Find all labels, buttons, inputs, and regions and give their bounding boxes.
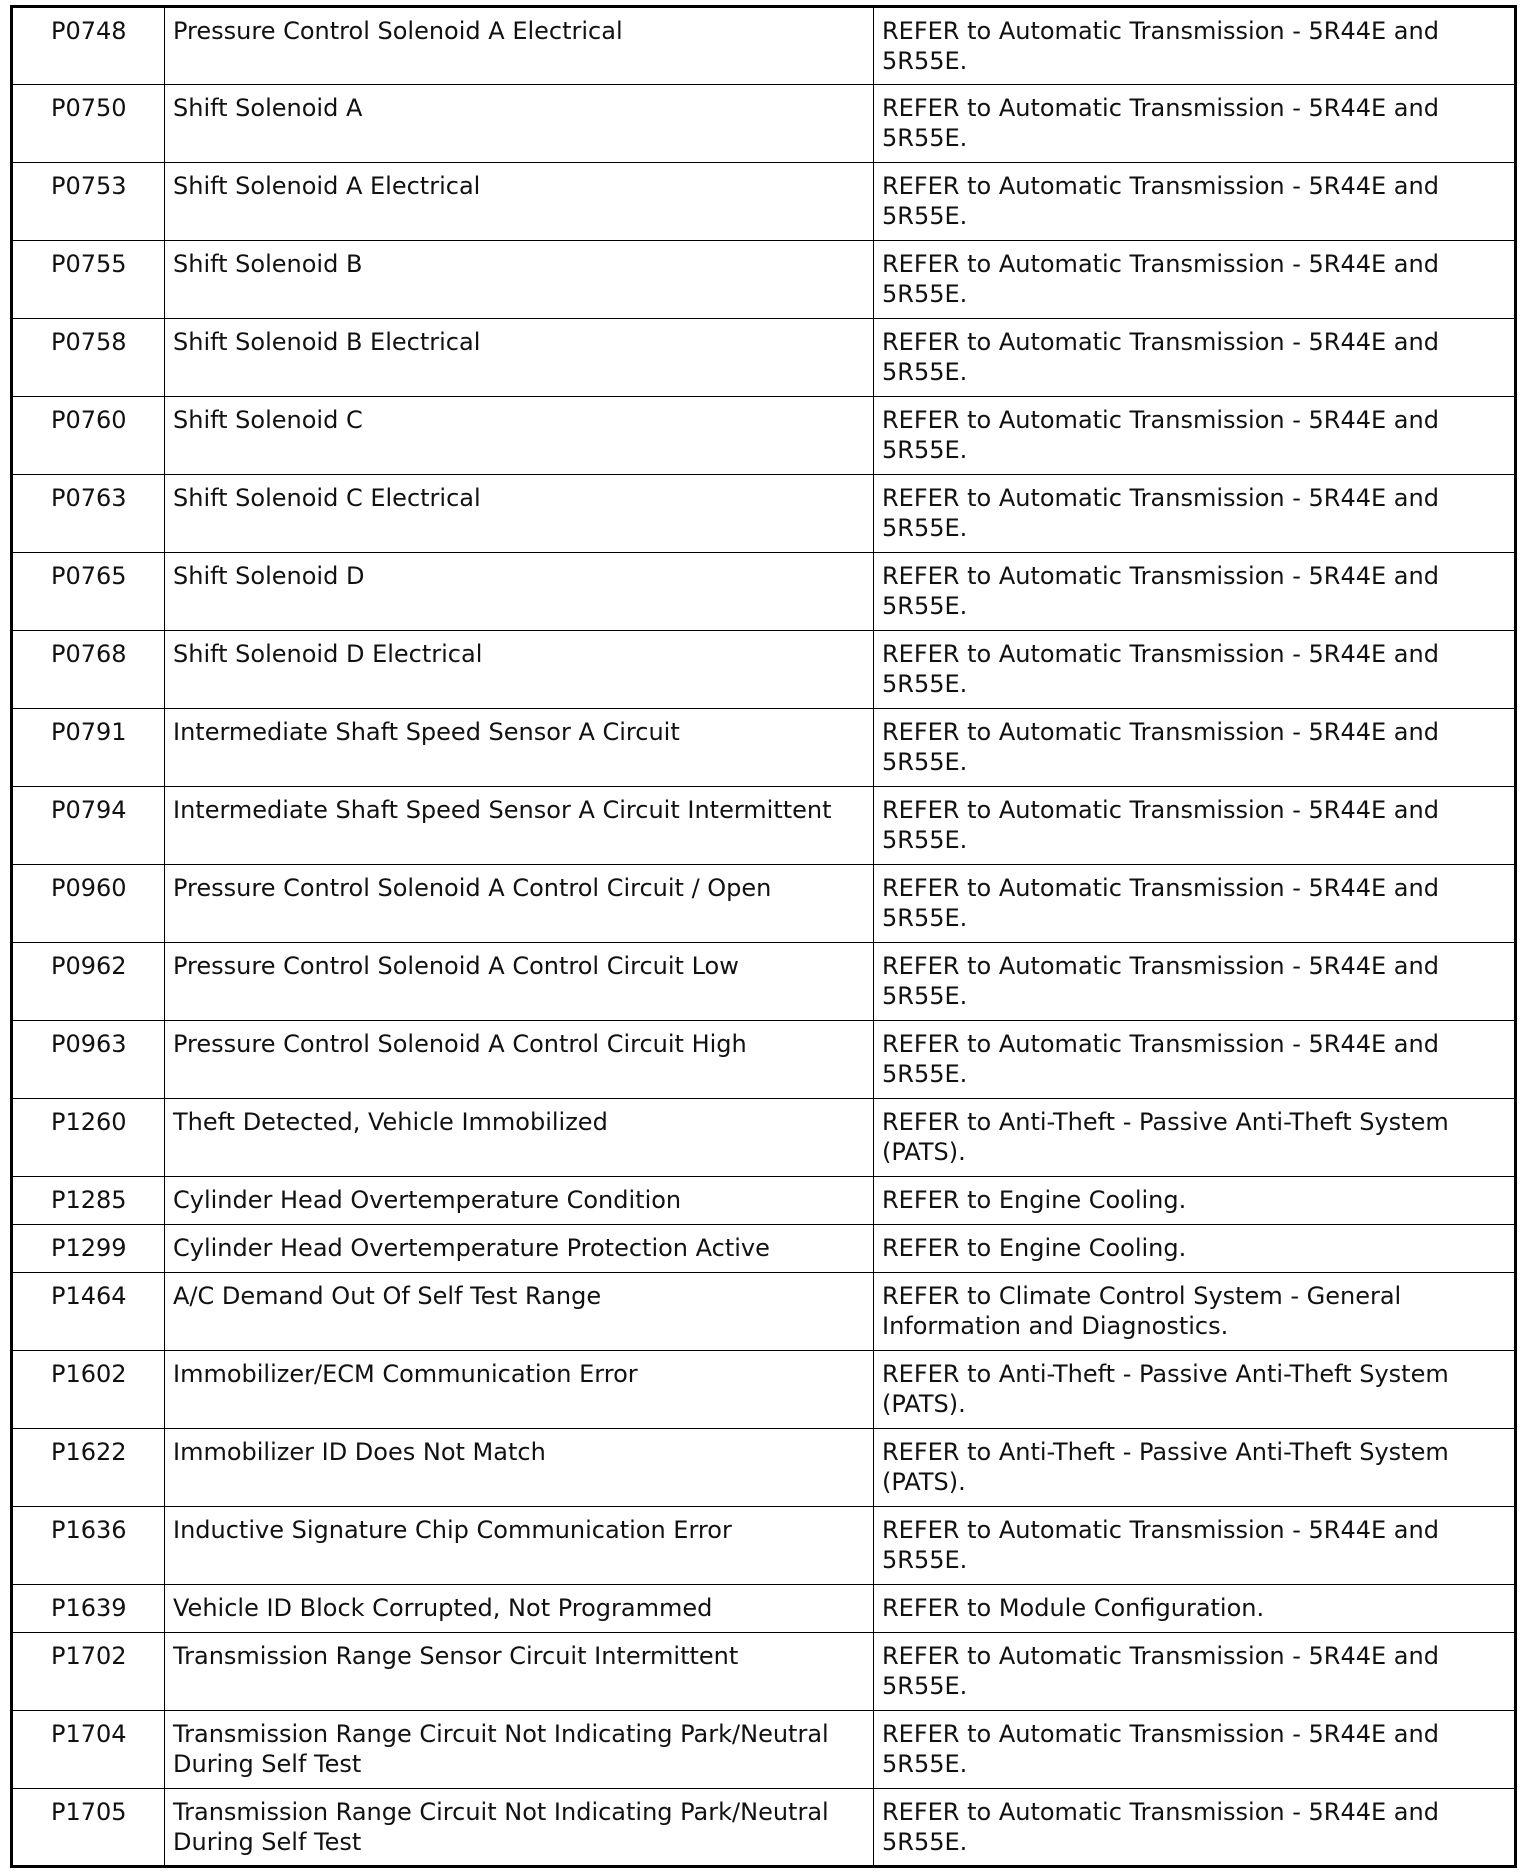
dtc-code-cell: P0768 xyxy=(12,631,165,709)
table-row xyxy=(12,319,1516,397)
dtc-code-cell: P1622 xyxy=(12,1429,165,1507)
dtc-description-cell: Inductive Signature Chip Communication Error xyxy=(165,1507,874,1585)
dtc-description-cell: Pressure Control Solenoid A Control Circuit / Open xyxy=(165,865,874,943)
dtc-action-cell: REFER to Automatic Transmission - 5R44E and 5R55E. xyxy=(874,475,1516,553)
dtc-code-cell: P0760 xyxy=(12,397,165,475)
dtc-action-cell: REFER to Automatic Transmission - 5R44E and 5R55E. xyxy=(874,241,1516,319)
dtc-code-cell: P0763 xyxy=(12,475,165,553)
table-row xyxy=(12,1633,1516,1711)
dtc-code-cell: P0960 xyxy=(12,865,165,943)
table-row xyxy=(12,7,1516,85)
dtc-action-cell: REFER to Automatic Transmission - 5R44E and 5R55E. xyxy=(874,7,1516,85)
table-row xyxy=(12,163,1516,241)
table-row xyxy=(12,1177,1516,1225)
dtc-code-cell: P1702 xyxy=(12,1633,165,1711)
dtc-description-cell: Theft Detected, Vehicle Immobilized xyxy=(165,1099,874,1177)
table-row xyxy=(12,1711,1516,1789)
dtc-description-cell: Shift Solenoid B xyxy=(165,241,874,319)
dtc-action-cell: REFER to Engine Cooling. xyxy=(874,1225,1516,1273)
dtc-action-cell: REFER to Module Configuration. xyxy=(874,1585,1516,1633)
dtc-action-cell: REFER to Automatic Transmission - 5R44E and 5R55E. xyxy=(874,631,1516,709)
table-row xyxy=(12,1429,1516,1507)
dtc-action-cell: REFER to Engine Cooling. xyxy=(874,1177,1516,1225)
dtc-code-cell: P1299 xyxy=(12,1225,165,1273)
table-row xyxy=(12,631,1516,709)
table-row xyxy=(12,1507,1516,1585)
dtc-description-cell: Pressure Control Solenoid A Control Circuit High xyxy=(165,1021,874,1099)
dtc-action-cell: REFER to Automatic Transmission - 5R44E and 5R55E. xyxy=(874,85,1516,163)
table-row xyxy=(12,397,1516,475)
dtc-description-cell: Cylinder Head Overtemperature Condition xyxy=(165,1177,874,1225)
dtc-action-cell: REFER to Automatic Transmission - 5R44E and 5R55E. xyxy=(874,787,1516,865)
table-row xyxy=(12,1351,1516,1429)
table-row xyxy=(12,1273,1516,1351)
dtc-code-cell: P0758 xyxy=(12,319,165,397)
dtc-description-cell: Transmission Range Circuit Not Indicating Park/Neutral During Self Test xyxy=(165,1711,874,1789)
dtc-action-cell: REFER to Automatic Transmission - 5R44E and 5R55E. xyxy=(874,1711,1516,1789)
dtc-code-cell: P1704 xyxy=(12,1711,165,1789)
dtc-table xyxy=(10,5,1517,1868)
dtc-code-cell: P1639 xyxy=(12,1585,165,1633)
dtc-table-body xyxy=(12,7,1516,1867)
dtc-description-cell: Transmission Range Circuit Not Indicating Park/Neutral During Self Test xyxy=(165,1789,874,1867)
table-row xyxy=(12,85,1516,163)
dtc-description-cell: Intermediate Shaft Speed Sensor A Circuit Intermittent xyxy=(165,787,874,865)
table-row xyxy=(12,1585,1516,1633)
dtc-code-cell: P0963 xyxy=(12,1021,165,1099)
dtc-code-cell: P1464 xyxy=(12,1273,165,1351)
dtc-description-cell: Vehicle ID Block Corrupted, Not Programmed xyxy=(165,1585,874,1633)
dtc-code-cell: P0794 xyxy=(12,787,165,865)
table-row xyxy=(12,865,1516,943)
dtc-description-cell: Shift Solenoid D xyxy=(165,553,874,631)
table-row xyxy=(12,1099,1516,1177)
table-row xyxy=(12,241,1516,319)
dtc-description-cell: A/C Demand Out Of Self Test Range xyxy=(165,1273,874,1351)
dtc-code-cell: P1705 xyxy=(12,1789,165,1867)
table-row xyxy=(12,1021,1516,1099)
table-row xyxy=(12,709,1516,787)
dtc-code-cell: P0748 xyxy=(12,7,165,85)
dtc-code-cell: P0753 xyxy=(12,163,165,241)
table-row xyxy=(12,1789,1516,1867)
dtc-action-cell: REFER to Automatic Transmission - 5R44E and 5R55E. xyxy=(874,1507,1516,1585)
dtc-description-cell: Shift Solenoid D Electrical xyxy=(165,631,874,709)
dtc-action-cell: REFER to Automatic Transmission - 5R44E and 5R55E. xyxy=(874,943,1516,1021)
dtc-action-cell: REFER to Automatic Transmission - 5R44E and 5R55E. xyxy=(874,163,1516,241)
dtc-description-cell: Pressure Control Solenoid A Control Circuit Low xyxy=(165,943,874,1021)
dtc-description-cell: Shift Solenoid A Electrical xyxy=(165,163,874,241)
dtc-action-cell: REFER to Automatic Transmission - 5R44E and 5R55E. xyxy=(874,1021,1516,1099)
dtc-description-cell: Immobilizer ID Does Not Match xyxy=(165,1429,874,1507)
dtc-description-cell: Intermediate Shaft Speed Sensor A Circuit xyxy=(165,709,874,787)
dtc-code-cell: P0765 xyxy=(12,553,165,631)
dtc-code-cell: P0755 xyxy=(12,241,165,319)
dtc-action-cell: REFER to Automatic Transmission - 5R44E and 5R55E. xyxy=(874,865,1516,943)
dtc-description-cell: Shift Solenoid A xyxy=(165,85,874,163)
dtc-description-cell: Shift Solenoid B Electrical xyxy=(165,319,874,397)
dtc-action-cell: REFER to Climate Control System - General Information and Diagnostics. xyxy=(874,1273,1516,1351)
dtc-action-cell: REFER to Automatic Transmission - 5R44E and 5R55E. xyxy=(874,1789,1516,1867)
dtc-description-cell: Cylinder Head Overtemperature Protection Active xyxy=(165,1225,874,1273)
dtc-code-cell: P0791 xyxy=(12,709,165,787)
dtc-code-cell: P0750 xyxy=(12,85,165,163)
dtc-description-cell: Pressure Control Solenoid A Electrical xyxy=(165,7,874,85)
dtc-code-cell: P0962 xyxy=(12,943,165,1021)
dtc-code-cell: P1602 xyxy=(12,1351,165,1429)
table-row xyxy=(12,475,1516,553)
table-row xyxy=(12,553,1516,631)
dtc-action-cell: REFER to Automatic Transmission - 5R44E and 5R55E. xyxy=(874,397,1516,475)
dtc-action-cell: REFER to Automatic Transmission - 5R44E and 5R55E. xyxy=(874,319,1516,397)
dtc-action-cell: REFER to Anti-Theft - Passive Anti-Theft System (PATS). xyxy=(874,1351,1516,1429)
table-row xyxy=(12,1225,1516,1273)
dtc-code-cell: P1636 xyxy=(12,1507,165,1585)
dtc-action-cell: REFER to Automatic Transmission - 5R44E and 5R55E. xyxy=(874,709,1516,787)
dtc-description-cell: Immobilizer/ECM Communication Error xyxy=(165,1351,874,1429)
dtc-code-cell: P1285 xyxy=(12,1177,165,1225)
dtc-code-cell: P1260 xyxy=(12,1099,165,1177)
dtc-description-cell: Transmission Range Sensor Circuit Intermittent xyxy=(165,1633,874,1711)
dtc-action-cell: REFER to Anti-Theft - Passive Anti-Theft System (PATS). xyxy=(874,1429,1516,1507)
dtc-description-cell: Shift Solenoid C xyxy=(165,397,874,475)
table-row xyxy=(12,787,1516,865)
dtc-action-cell: REFER to Automatic Transmission - 5R44E and 5R55E. xyxy=(874,1633,1516,1711)
table-row xyxy=(12,943,1516,1021)
dtc-action-cell: REFER to Automatic Transmission - 5R44E and 5R55E. xyxy=(874,553,1516,631)
dtc-description-cell: Shift Solenoid C Electrical xyxy=(165,475,874,553)
dtc-action-cell: REFER to Anti-Theft - Passive Anti-Theft System (PATS). xyxy=(874,1099,1516,1177)
